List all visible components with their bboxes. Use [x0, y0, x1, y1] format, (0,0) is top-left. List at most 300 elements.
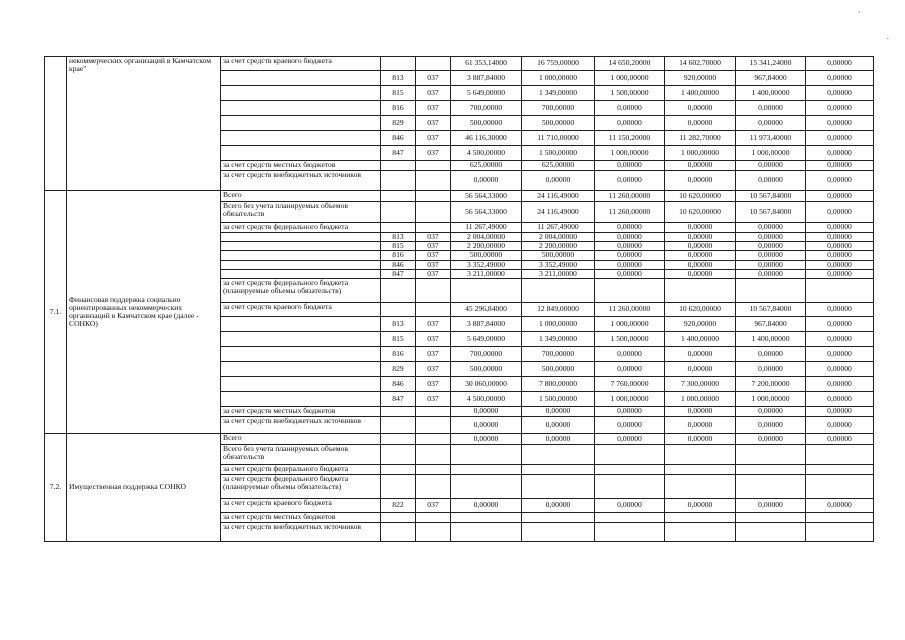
section-code: 037: [416, 86, 451, 101]
funding-source-label: [221, 116, 381, 131]
item-description: Финансовая поддержка социально ориентированных некоммерческих организаций в Камчатском крае (далее - СОНКО): [67, 191, 221, 434]
amount-cell: 30 060,00000: [451, 377, 522, 392]
amount-cell: 0,00000: [451, 407, 522, 417]
amount-cell: 5 649,00000: [451, 332, 522, 347]
item-index: 7.2.: [45, 434, 67, 542]
amount-cell: 0,00000: [595, 171, 665, 191]
amount-cell: 0,00000: [806, 434, 874, 445]
amount-cell: 0,00000: [736, 171, 806, 191]
amount-cell: 11 973,40000: [736, 131, 806, 146]
amount-cell: 700,00000: [522, 101, 595, 116]
amount-cell: 4 500,00000: [451, 146, 522, 161]
funding-source-label: [221, 269, 381, 278]
amount-cell: 0,00000: [595, 269, 665, 278]
amount-cell: 0,00000: [736, 434, 806, 445]
amount-cell: [595, 465, 665, 475]
funding-source-label: за счет средств местных бюджетов: [221, 407, 381, 417]
amount-cell: [522, 513, 595, 523]
section-code: 037: [416, 242, 451, 251]
amount-cell: 0,00000: [806, 191, 874, 202]
funding-source-label: за счет средств федерального бюджета: [221, 223, 381, 233]
amount-cell: 0,00000: [451, 499, 522, 513]
section-code: 037: [416, 347, 451, 362]
amount-cell: [665, 475, 736, 499]
grbs-code: [381, 223, 416, 233]
amount-cell: 0,00000: [806, 57, 874, 71]
funding-source-label: [221, 146, 381, 161]
amount-cell: 1 400,00000: [665, 86, 736, 101]
amount-cell: 24 116,49000: [522, 191, 595, 202]
amount-cell: 5 649,00000: [451, 86, 522, 101]
funding-source-label: за счет средств федерального бюджета (планируемые объемы обязательств): [221, 475, 381, 499]
amount-cell: [451, 475, 522, 499]
section-code: [416, 191, 451, 202]
amount-cell: 0,00000: [806, 499, 874, 513]
amount-cell: [595, 523, 665, 542]
amount-cell: 0,00000: [806, 116, 874, 131]
amount-cell: 967,84000: [736, 71, 806, 86]
amount-cell: 2 004,00000: [451, 233, 522, 242]
amount-cell: [665, 445, 736, 465]
amount-cell: 1 349,00000: [522, 86, 595, 101]
amount-cell: 0,00000: [595, 347, 665, 362]
amount-cell: 700,00000: [522, 347, 595, 362]
grbs-code: 822: [381, 499, 416, 513]
grbs-code: 813: [381, 233, 416, 242]
amount-cell: [736, 523, 806, 542]
amount-cell: 0,00000: [736, 407, 806, 417]
amount-cell: 0,00000: [665, 407, 736, 417]
amount-cell: 3 211,00000: [522, 269, 595, 278]
grbs-code: [381, 57, 416, 71]
amount-cell: [806, 513, 874, 523]
amount-cell: 0,00000: [736, 223, 806, 233]
amount-cell: 0,00000: [665, 347, 736, 362]
amount-cell: [595, 475, 665, 499]
amount-cell: 0,00000: [595, 251, 665, 260]
grbs-code: [381, 434, 416, 445]
amount-cell: 0,00000: [736, 417, 806, 434]
amount-cell: 0,00000: [806, 332, 874, 347]
amount-cell: 0,00000: [665, 171, 736, 191]
amount-cell: 11 267,49000: [451, 223, 522, 233]
amount-cell: 0,00000: [595, 161, 665, 171]
funding-source-label: за счет средств краевого бюджета: [221, 303, 381, 317]
section-code: 037: [416, 332, 451, 347]
amount-cell: 11 260,00000: [595, 202, 665, 223]
amount-cell: 0,00000: [806, 171, 874, 191]
amount-cell: 0,00000: [595, 417, 665, 434]
funding-source-label: [221, 233, 381, 242]
amount-cell: 10 620,00000: [665, 303, 736, 317]
funding-source-label: [221, 86, 381, 101]
section-code: 037: [416, 251, 451, 260]
amount-cell: 0,00000: [806, 392, 874, 407]
funding-source-label: за счет средств местных бюджетов: [221, 161, 381, 171]
amount-cell: [665, 279, 736, 303]
amount-cell: 11 260,00000: [595, 191, 665, 202]
amount-cell: 0,00000: [806, 317, 874, 332]
amount-cell: [806, 523, 874, 542]
amount-cell: 0,00000: [595, 362, 665, 377]
amount-cell: 0,00000: [736, 233, 806, 242]
amount-cell: 0,00000: [806, 131, 874, 146]
amount-cell: 0,00000: [522, 499, 595, 513]
amount-cell: 967,84000: [736, 317, 806, 332]
section-code: 037: [416, 392, 451, 407]
amount-cell: 0,00000: [451, 171, 522, 191]
amount-cell: 500,00000: [522, 116, 595, 131]
amount-cell: 0,00000: [665, 362, 736, 377]
amount-cell: 1 000,00000: [595, 392, 665, 407]
amount-cell: 0,00000: [736, 251, 806, 260]
amount-cell: 0,00000: [595, 101, 665, 116]
amount-cell: 0,00000: [806, 269, 874, 278]
amount-cell: 1 400,00000: [736, 86, 806, 101]
grbs-code: [381, 202, 416, 223]
amount-cell: 625,00000: [451, 161, 522, 171]
funding-source-label: [221, 260, 381, 269]
amount-cell: 0,00000: [806, 233, 874, 242]
amount-cell: 3 352,49000: [522, 260, 595, 269]
amount-cell: 0,00000: [522, 417, 595, 434]
amount-cell: [595, 279, 665, 303]
table-row: [45, 191, 874, 202]
grbs-code: [381, 303, 416, 317]
funding-source-label: за счет средств федерального бюджета: [221, 465, 381, 475]
amount-cell: 24 116,49000: [522, 202, 595, 223]
amount-cell: 45 296,84000: [451, 303, 522, 317]
section-code: [416, 407, 451, 417]
grbs-code: 847: [381, 269, 416, 278]
section-code: 037: [416, 233, 451, 242]
grbs-code: 846: [381, 260, 416, 269]
amount-cell: 0,00000: [736, 260, 806, 269]
grbs-code: 829: [381, 362, 416, 377]
amount-cell: 1 349,00000: [522, 332, 595, 347]
amount-cell: [451, 279, 522, 303]
amount-cell: 0,00000: [522, 171, 595, 191]
grbs-code: [381, 513, 416, 523]
section-code: [416, 513, 451, 523]
funding-source-label: Всего: [221, 191, 381, 202]
grbs-code: 846: [381, 377, 416, 392]
funding-source-label: [221, 317, 381, 332]
amount-cell: 0,00000: [522, 434, 595, 445]
section-code: 037: [416, 131, 451, 146]
amount-cell: 15 341,24000: [736, 57, 806, 71]
grbs-code: 816: [381, 101, 416, 116]
section-code: [416, 202, 451, 223]
amount-cell: [736, 465, 806, 475]
section-code: [416, 445, 451, 465]
amount-cell: 14 602,70000: [665, 57, 736, 71]
amount-cell: 500,00000: [522, 362, 595, 377]
amount-cell: 2 004,00000: [522, 233, 595, 242]
amount-cell: 1 500,00000: [522, 146, 595, 161]
section-code: [416, 417, 451, 434]
funding-source-label: за счет средств внебюджетных источников: [221, 417, 381, 434]
amount-cell: 3 887,84000: [451, 317, 522, 332]
amount-cell: 12 849,00000: [522, 303, 595, 317]
amount-cell: [451, 513, 522, 523]
amount-cell: 0,00000: [665, 434, 736, 445]
amount-cell: 11 710,00000: [522, 131, 595, 146]
amount-cell: 10 567,84000: [736, 303, 806, 317]
amount-cell: 1 000,00000: [595, 146, 665, 161]
amount-cell: 1 400,00000: [665, 332, 736, 347]
amount-cell: 2 200,00000: [451, 242, 522, 251]
amount-cell: 1 000,00000: [595, 71, 665, 86]
section-code: [416, 475, 451, 499]
section-code: 037: [416, 101, 451, 116]
amount-cell: 0,00000: [736, 499, 806, 513]
amount-cell: 500,00000: [451, 251, 522, 260]
section-code: 037: [416, 317, 451, 332]
grbs-code: [381, 523, 416, 542]
amount-cell: 0,00000: [736, 101, 806, 116]
grbs-code: 815: [381, 86, 416, 101]
amount-cell: [806, 465, 874, 475]
amount-cell: 0,00000: [665, 499, 736, 513]
amount-cell: 61 353,14000: [451, 57, 522, 71]
amount-cell: [451, 465, 522, 475]
grbs-code: [381, 445, 416, 465]
amount-cell: [522, 475, 595, 499]
amount-cell: 500,00000: [451, 116, 522, 131]
amount-cell: [665, 513, 736, 523]
amount-cell: 700,00000: [451, 347, 522, 362]
amount-cell: 3 887,84000: [451, 71, 522, 86]
grbs-code: [381, 417, 416, 434]
amount-cell: 7 300,00000: [665, 377, 736, 392]
amount-cell: 0,00000: [665, 161, 736, 171]
grbs-code: 813: [381, 71, 416, 86]
amount-cell: 0,00000: [736, 362, 806, 377]
grbs-code: 815: [381, 242, 416, 251]
amount-cell: 0,00000: [806, 251, 874, 260]
amount-cell: 0,00000: [806, 417, 874, 434]
amount-cell: 1 000,00000: [665, 392, 736, 407]
amount-cell: [736, 475, 806, 499]
amount-cell: 0,00000: [806, 202, 874, 223]
amount-cell: [522, 279, 595, 303]
amount-cell: 1 000,00000: [665, 146, 736, 161]
funding-source-label: [221, 392, 381, 407]
budget-table: [44, 56, 874, 542]
funding-source-label: за счет средств внебюджетных источников: [221, 171, 381, 191]
amount-cell: 56 564,33000: [451, 202, 522, 223]
amount-cell: 7 200,00000: [736, 377, 806, 392]
grbs-code: 847: [381, 146, 416, 161]
amount-cell: 0,00000: [806, 242, 874, 251]
grbs-code: 829: [381, 116, 416, 131]
grbs-code: 813: [381, 317, 416, 332]
table-row: [45, 57, 874, 71]
amount-cell: 4 500,00000: [451, 392, 522, 407]
amount-cell: [522, 445, 595, 465]
section-code: 037: [416, 377, 451, 392]
item-description: некоммерческих организаций в Камчатском крае": [67, 57, 221, 191]
amount-cell: 700,00000: [451, 101, 522, 116]
amount-cell: [595, 513, 665, 523]
amount-cell: [736, 513, 806, 523]
amount-cell: 0,00000: [736, 116, 806, 131]
amount-cell: [595, 445, 665, 465]
amount-cell: 0,00000: [806, 146, 874, 161]
amount-cell: 1 500,00000: [595, 86, 665, 101]
amount-cell: [736, 279, 806, 303]
amount-cell: [665, 465, 736, 475]
amount-cell: 0,00000: [595, 407, 665, 417]
amount-cell: 0,00000: [665, 101, 736, 116]
grbs-code: [381, 279, 416, 303]
amount-cell: 0,00000: [595, 434, 665, 445]
amount-cell: 1 000,00000: [736, 146, 806, 161]
amount-cell: 0,00000: [736, 161, 806, 171]
grbs-code: [381, 465, 416, 475]
amount-cell: 0,00000: [806, 303, 874, 317]
amount-cell: [806, 475, 874, 499]
amount-cell: 0,00000: [665, 116, 736, 131]
amount-cell: 1 000,00000: [522, 317, 595, 332]
section-code: 037: [416, 362, 451, 377]
grbs-code: [381, 475, 416, 499]
grbs-code: [381, 407, 416, 417]
funding-source-label: за счет средств краевого бюджета: [221, 499, 381, 513]
amount-cell: 0,00000: [665, 269, 736, 278]
section-code: [416, 465, 451, 475]
amount-cell: 11 282,70000: [665, 131, 736, 146]
amount-cell: 10 567,84000: [736, 191, 806, 202]
amount-cell: 1 000,00000: [522, 71, 595, 86]
amount-cell: 11 260,00000: [595, 303, 665, 317]
table-row: [45, 434, 874, 445]
amount-cell: 1 500,00000: [595, 332, 665, 347]
section-code: [416, 303, 451, 317]
section-code: [416, 223, 451, 233]
amount-cell: [451, 523, 522, 542]
amount-cell: [522, 523, 595, 542]
grbs-code: [381, 171, 416, 191]
amount-cell: 920,00000: [665, 317, 736, 332]
amount-cell: 0,00000: [595, 233, 665, 242]
amount-cell: [806, 279, 874, 303]
amount-cell: 11 150,20000: [595, 131, 665, 146]
amount-cell: 11 267,49000: [522, 223, 595, 233]
amount-cell: 0,00000: [522, 407, 595, 417]
amount-cell: 0,00000: [665, 417, 736, 434]
funding-source-label: [221, 362, 381, 377]
scan-mark-right: -: [886, 34, 889, 43]
amount-cell: 625,00000: [522, 161, 595, 171]
amount-cell: [736, 445, 806, 465]
amount-cell: 0,00000: [806, 161, 874, 171]
funding-source-label: [221, 131, 381, 146]
amount-cell: 500,00000: [522, 251, 595, 260]
funding-source-label: Всего без учета планируемых объемов обязательств: [221, 202, 381, 223]
funding-source-label: за счет средств краевого бюджета: [221, 57, 381, 71]
grbs-code: 815: [381, 332, 416, 347]
section-code: 037: [416, 260, 451, 269]
funding-source-label: за счет средств внебюджетных источников: [221, 523, 381, 542]
amount-cell: 1 500,00000: [522, 392, 595, 407]
grbs-code: 846: [381, 131, 416, 146]
funding-source-label: [221, 347, 381, 362]
grbs-code: [381, 191, 416, 202]
amount-cell: 0,00000: [806, 377, 874, 392]
amount-cell: 1 400,00000: [736, 332, 806, 347]
amount-cell: 0,00000: [665, 233, 736, 242]
amount-cell: 0,00000: [665, 251, 736, 260]
section-code: 037: [416, 499, 451, 513]
amount-cell: 0,00000: [595, 499, 665, 513]
amount-cell: [806, 445, 874, 465]
amount-cell: 0,00000: [806, 407, 874, 417]
amount-cell: 7 800,00000: [522, 377, 595, 392]
grbs-code: 847: [381, 392, 416, 407]
amount-cell: 500,00000: [451, 362, 522, 377]
amount-cell: 0,00000: [806, 223, 874, 233]
amount-cell: 920,00000: [665, 71, 736, 86]
section-code: [416, 161, 451, 171]
amount-cell: 10 567,84000: [736, 202, 806, 223]
item-index: [45, 57, 67, 191]
amount-cell: 0,00000: [451, 434, 522, 445]
amount-cell: 0,00000: [806, 347, 874, 362]
amount-cell: 10 620,00000: [665, 202, 736, 223]
section-code: [416, 434, 451, 445]
amount-cell: 0,00000: [736, 347, 806, 362]
amount-cell: 0,00000: [806, 362, 874, 377]
section-code: [416, 523, 451, 542]
amount-cell: [451, 445, 522, 465]
amount-cell: 0,00000: [595, 223, 665, 233]
amount-cell: 46 116,30000: [451, 131, 522, 146]
scan-mark-top: ': [858, 10, 861, 19]
grbs-code: 816: [381, 347, 416, 362]
amount-cell: 0,00000: [595, 242, 665, 251]
amount-cell: 56 564,33000: [451, 191, 522, 202]
section-code: 037: [416, 269, 451, 278]
funding-source-label: Всего: [221, 434, 381, 445]
amount-cell: 10 620,00000: [665, 191, 736, 202]
amount-cell: 0,00000: [736, 269, 806, 278]
amount-cell: [665, 523, 736, 542]
amount-cell: 14 650,20000: [595, 57, 665, 71]
funding-source-label: [221, 101, 381, 116]
funding-source-label: за счет средств федерального бюджета (планируемые объемы обязательств): [221, 279, 381, 303]
section-code: 037: [416, 116, 451, 131]
funding-source-label: [221, 242, 381, 251]
grbs-code: 816: [381, 251, 416, 260]
amount-cell: 3 352,49000: [451, 260, 522, 269]
funding-source-label: за счет средств местных бюджетов: [221, 513, 381, 523]
funding-source-label: [221, 251, 381, 260]
section-code: [416, 57, 451, 71]
amount-cell: 0,00000: [665, 242, 736, 251]
amount-cell: 0,00000: [665, 223, 736, 233]
funding-source-label: [221, 332, 381, 347]
amount-cell: 0,00000: [736, 242, 806, 251]
amount-cell: 1 000,00000: [595, 317, 665, 332]
amount-cell: 0,00000: [451, 417, 522, 434]
amount-cell: 16 759,00000: [522, 57, 595, 71]
section-code: [416, 171, 451, 191]
section-code: 037: [416, 71, 451, 86]
section-code: 037: [416, 146, 451, 161]
funding-source-label: [221, 71, 381, 86]
